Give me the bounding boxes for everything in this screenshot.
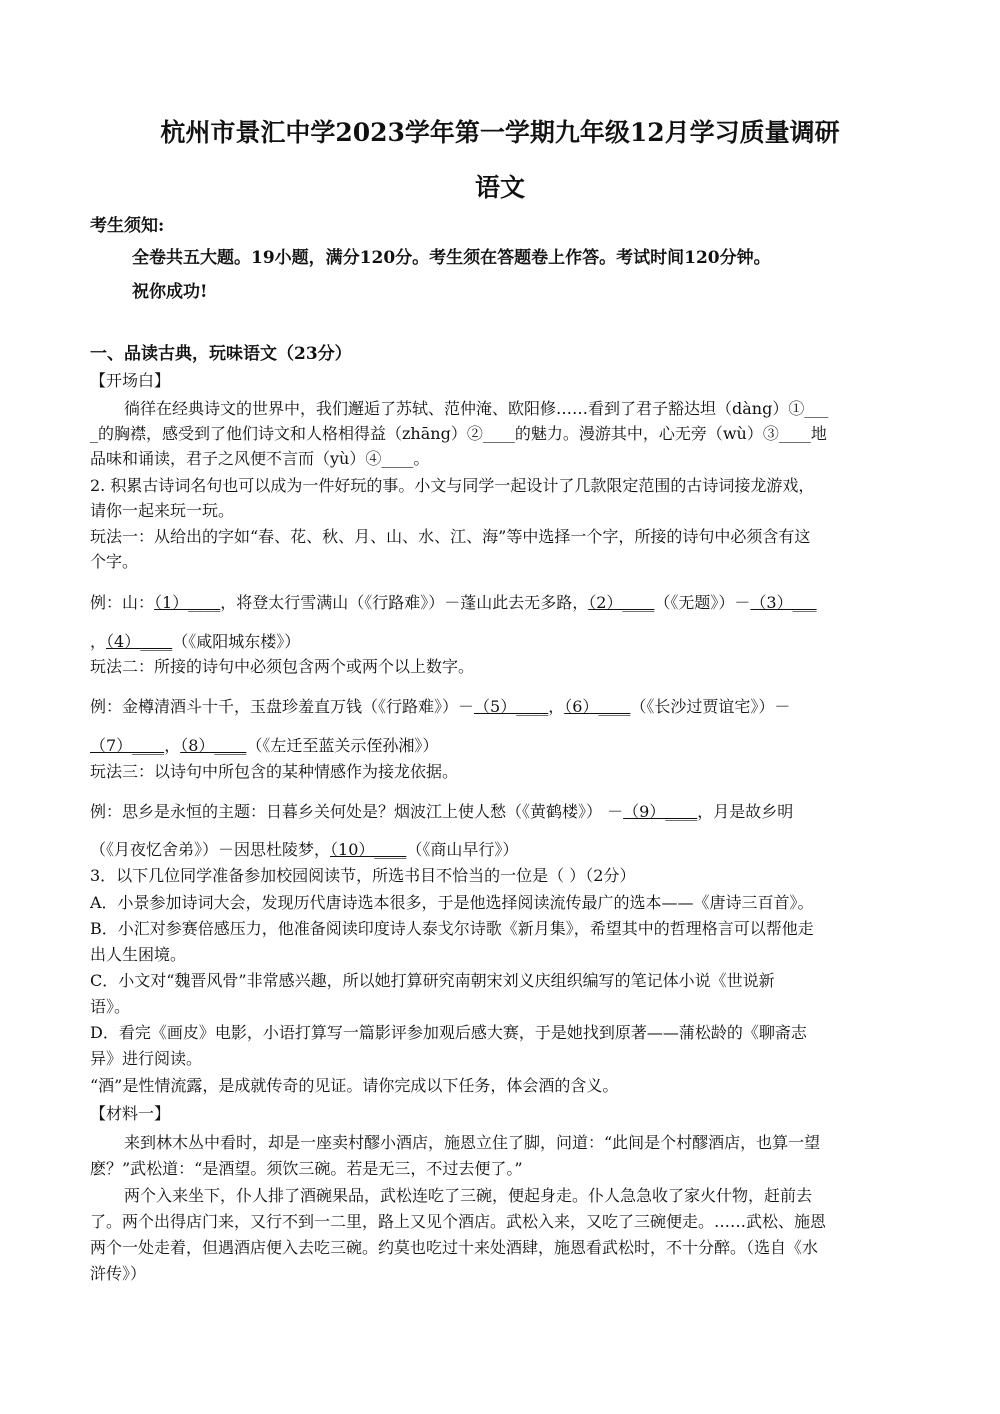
exam-subject: 语文 <box>474 173 525 202</box>
notice-line-1: 全卷共五大题。19小题，满分120分。考生须在答题卷上作答。考试时间120分钟。 <box>132 248 771 268</box>
section-1-heading: 一、品读古典，玩味语文（23分） <box>90 344 352 364</box>
blank-7: （7）____ <box>90 736 165 755</box>
q2-example2-line-1 <box>90 695 790 719</box>
q2-example3-line-1 <box>90 800 793 824</box>
q2-example3-line-2 <box>90 838 518 862</box>
blank-8: （8）____ <box>180 736 247 755</box>
q2-example1-line-1 <box>90 591 817 615</box>
example2-mid: ， <box>548 697 565 716</box>
example1-line2-prefix: ， <box>90 632 107 651</box>
example2-line2-suffix: （《左迁至蓝关示侄孙湘》） <box>246 736 439 755</box>
example3-suffix: ，月是故乡明 <box>697 802 794 821</box>
blank-3: （3）___ <box>750 593 817 612</box>
example2-line2-mid: ， <box>164 736 181 755</box>
blank-1: （1）____ <box>154 593 221 612</box>
q2-play3: 玩法三：以诗句中所包含的某种情感作为接龙依据。 <box>90 762 459 781</box>
q2-intro-line-1: 2. 积累古诗词名句也可以成为一件好玩的事。小文与同学一起设计了几款限定范围的古诗词接龙游戏， <box>90 476 815 495</box>
example3-line2-prefix: （《月夜忆舍弟》）－因思杜陵梦， <box>90 840 331 859</box>
q2-play1-line-1: 玩法一：从给出的字如“春、花、秋、月、山、水、江、海”等中选择一个字，所接的诗句中必须含有这 <box>90 527 811 546</box>
opening-label: 【开场白】 <box>90 371 171 390</box>
material-1-line-6: 浒传》） <box>90 1264 147 1283</box>
q3-option-b-line-2: 出人生困境。 <box>90 945 187 964</box>
blank-9: （9）____ <box>623 802 698 821</box>
q3-option-b-line-1: B．小汇对参赛倍感压力，他准备阅读印度诗人泰戈尔诗歌《新月集》，希望其中的哲理格言可以帮他走 <box>90 919 814 938</box>
q2-intro-line-2: 请你一起来玩一玩。 <box>90 501 235 520</box>
material-1-label: 【材料一】 <box>90 1104 171 1123</box>
opening-paragraph-line-1: 徜徉在经典诗文的世界中，我们邂逅了苏轼、范仲淹、欧阳修……看到了君子豁达坦（dàng）①___ <box>124 399 829 418</box>
example1-mid-2: （《无题》）－ <box>654 593 751 612</box>
example1-mid-1: ，将登太行雪满山（《行路难》）－蓬山此去无多路， <box>220 593 589 612</box>
opening-paragraph-line-2: _的胸襟，感受到了他们诗文和人格相得益（zhāng）②____的魅力。漫游其中，心无旁（wù）③____地 <box>90 424 827 443</box>
example3-line2-suffix: （《商山早行》） <box>406 840 519 859</box>
example2-suffix: （《长沙过贾谊宅》）－ <box>630 697 791 716</box>
q2-play1-line-2: 个字。 <box>90 552 139 571</box>
example1-line2-suffix: （《咸阳城东楼》） <box>172 632 301 651</box>
opening-paragraph-line-3: 品味和诵读，君子之风便不言而（yù）④____。 <box>90 449 430 468</box>
material-1-line-4: 了。两个出得店门来，又行不到一二里，路上又见个酒店。武松入来，又吃了三碗便走。……武松、施恩 <box>90 1212 827 1231</box>
q2-play2: 玩法二：所接的诗句中必须包含两个或两个以上数字。 <box>90 657 475 676</box>
example3-prefix: 例：思乡是永恒的主题：日暮乡关何处是？烟波江上使人愁（《黄鹤楼》） － <box>90 802 624 821</box>
q3-option-c-line-2: 语》。 <box>90 997 131 1016</box>
material-1-line-5: 两个一处走着，但遇酒店便入去吃三碗。约莫也吃过十来处酒肆，施恩看武松时，不十分醉。（选自《水 <box>90 1238 819 1257</box>
blank-5: （5）____ <box>474 697 549 716</box>
material-1-line-1: 来到林木丛中看时，却是一座卖村醪小酒店，施恩立住了脚，问道：“此间是个村醪酒店，也算一望 <box>124 1133 821 1152</box>
q2-example1-line-2 <box>90 630 300 654</box>
blank-2: （2）____ <box>588 593 655 612</box>
material-1-line-2: 麽？”武松道：“是酒望。须饮三碗。若是无三，不过去便了。” <box>90 1159 523 1178</box>
example2-prefix: 例：金樽清酒斗十千，玉盘珍羞直万钱（《行路难》）－ <box>90 697 475 716</box>
q3-option-a: A．小景参加诗词大会，发现历代唐诗选本很多，于是他选择阅读流传最广的选本——《唐诗三百首》。 <box>90 893 814 912</box>
blank-6: （6）____ <box>564 697 631 716</box>
q3-option-c-line-1: C．小文对“魏晋风骨”非常感兴趣，所以她打算研究南朝宋刘义庆组织编写的笔记体小说《世说新 <box>90 971 775 990</box>
q3-stem: 3．以下几位同学准备参加校园阅读节，所选书目不恰当的一位是（ ）（2分） <box>90 866 636 885</box>
q3-option-d-line-1: D．看完《画皮》电影，小语打算写一篇影评参加观后感大赛，于是她找到原著——蒲松龄的《聊斋志 <box>90 1023 807 1042</box>
blank-10: （10）____ <box>330 840 407 859</box>
notice-line-2: 祝你成功! <box>132 282 208 302</box>
q3-option-d-line-2: 异》进行阅读。 <box>90 1049 203 1068</box>
wine-intro: “酒”是性情流露，是成就传奇的见证。请你完成以下任务，体会酒的含义。 <box>90 1076 619 1095</box>
q2-example2-line-2 <box>90 734 438 758</box>
exam-title: 杭州市景汇中学2023学年第一学期九年级12月学习质量调研 <box>160 118 840 147</box>
notice-heading: 考生须知: <box>90 216 165 236</box>
material-1-line-3: 两个入来坐下，仆人排了酒碗果品，武松连吃了三碗，便起身走。仆人急急收了家火什物，赶前去 <box>124 1186 813 1205</box>
blank-4: （4）____ <box>106 632 173 651</box>
example1-prefix: 例：山： <box>90 593 155 612</box>
